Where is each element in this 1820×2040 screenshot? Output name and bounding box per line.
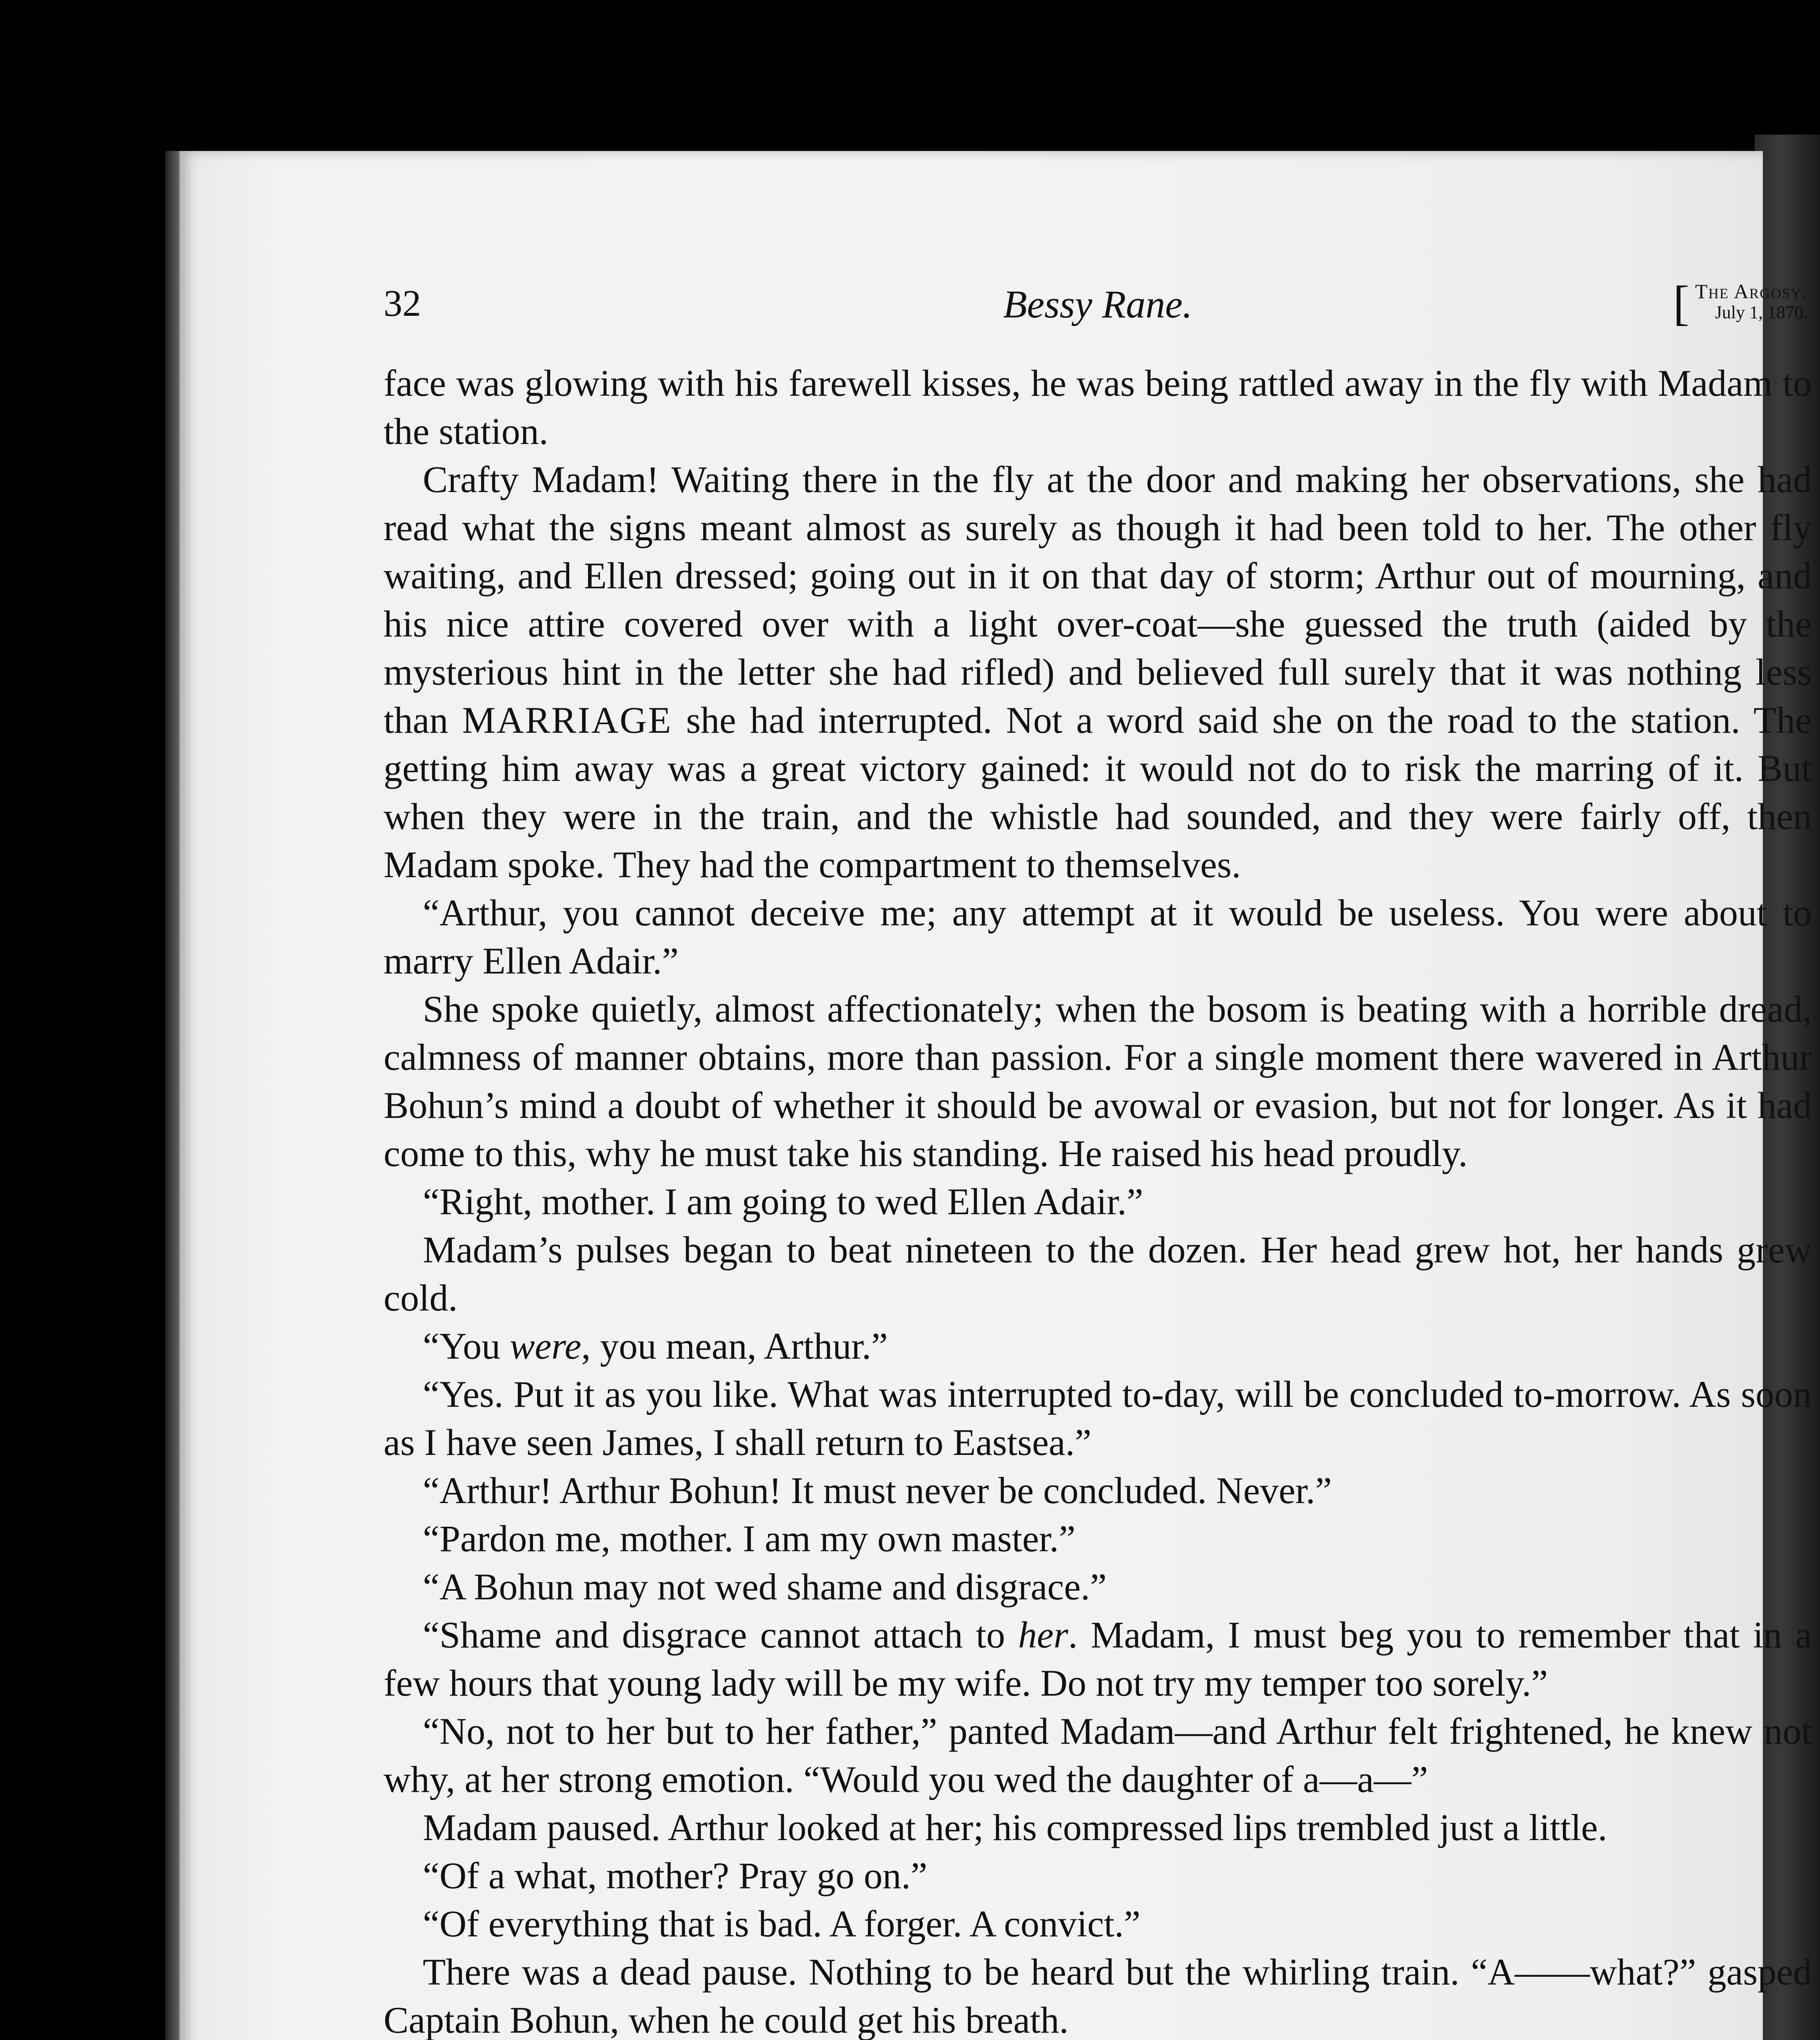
paragraph: “Yes. Put it as you like. What was interrupted to-day, will be concluded to-morrow. As soon as I have seen James, I shall return to Eastsea.” xyxy=(384,1373,1812,1463)
paragraph: “You were, you mean, Arthur.” xyxy=(423,1325,888,1367)
page-header xyxy=(384,276,1812,363)
page-number: 32 xyxy=(384,282,421,324)
running-title: Bessy Rane. xyxy=(1003,282,1192,326)
paragraph: “Of everything that is bad. A forger. A convict.” xyxy=(423,1903,1141,1945)
paragraph: “No, not to her but to her father,” panted Madam—and Arthur felt frightened, he knew not why, at her strong emotion. “Would you wed the daughter of a—a—” xyxy=(384,1710,1812,1800)
bracket-glyph: [ xyxy=(1673,276,1689,330)
paragraph: “Of a what, mother? Pray go on.” xyxy=(423,1855,928,1896)
small-caps-word: MARRIAGE xyxy=(462,699,673,741)
publication-reference xyxy=(1673,276,1808,330)
paragraph: “Arthur, you cannot deceive me; any attempt at it would be useless. You were about to marry Ellen Adair.” xyxy=(384,892,1812,982)
italic-word: her xyxy=(1018,1614,1068,1656)
book-page xyxy=(180,151,1812,2040)
paragraph: “Shame and disgrace cannot attach to her. Madam, I must beg you to remember that in a few hours that young lady will be my wife. Do not try my temper too sorely.” xyxy=(384,1614,1812,1704)
issue-date: July 1, 1870. xyxy=(1715,302,1808,322)
paragraph: There was a dead pause. Nothing to be heard but the whirling train. “A——what?” gasped Captain Bohun, when he could get his breath. xyxy=(384,1951,1812,2040)
paragraph: Madam’s pulses began to beat nineteen to the dozen. Her head grew hot, her hands grew cold. xyxy=(384,1229,1812,1319)
paragraph: Crafty Madam! Waiting there in the fly at the door and making her observations, she had read what the signs meant almost as surely as though it had been told to her. The other fly waiting, and Ellen dressed; going out in it on that day of storm; Arthur out of mourning, and his nice attire covered over with a light over-coat—she guessed the truth (aided by the mysterious hint in the letter she had rifled) and believed full surely that it was nothing less than MARRIAGE she had interrupted. Not a word said she on the road to the station. The getting him away was a great victory gained: it would not do to risk the marring of it. But when they were in the train, and the whistle had sounded, and they were fairly off, then Madam spoke. They had the compartment to themselves. xyxy=(384,459,1812,885)
paragraph: “A Bohun may not wed shame and disgrace.” xyxy=(423,1566,1107,1608)
publication-name: The Argosy. xyxy=(1695,280,1808,303)
paragraph: face was glowing with his farewell kisses, he was being rattled away in the fly with Madam to the station. xyxy=(384,362,1812,452)
italic-word: were xyxy=(510,1325,582,1367)
body-text xyxy=(384,359,1812,2040)
paragraph: “Arthur! Arthur Bohun! It must never be concluded. Never.” xyxy=(423,1470,1332,1511)
paragraph: She spoke quietly, almost affectionately; when the bosom is beating with a horrible dread, calmness of manner obtains, more than passion. For a single moment there wavered in Arthur Bohun’s mind a doubt of whether it should be avowal or evasion, but not for longer. As it had come to this, why he must take his standing. He raised his head proudly. xyxy=(384,988,1812,1174)
paragraph: Madam paused. Arthur looked at her; his compressed lips trembled just a little. xyxy=(423,1807,1607,1848)
paragraph: “Pardon me, mother. I am my own master.” xyxy=(423,1518,1076,1559)
paragraph: “Right, mother. I am going to wed Ellen Adair.” xyxy=(423,1181,1143,1222)
